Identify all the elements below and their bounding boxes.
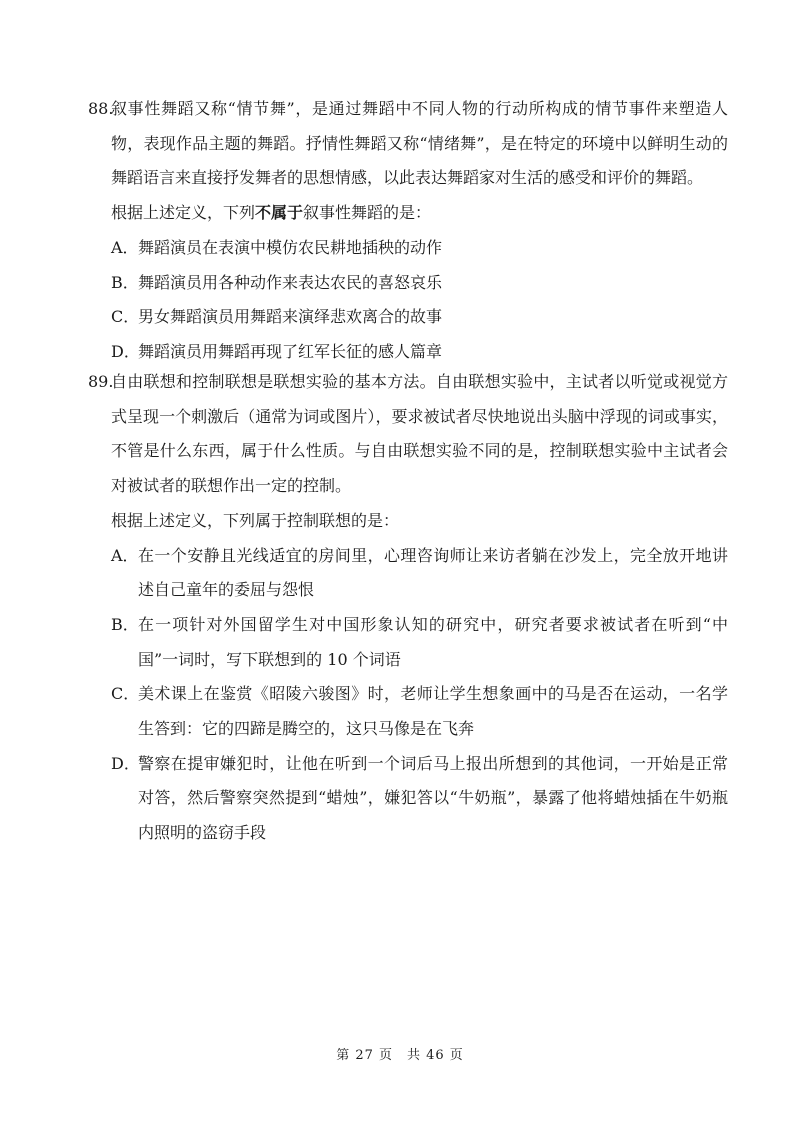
option-text: 舞蹈演员用舞蹈再现了红军长征的感人篇章	[138, 341, 443, 361]
option-text: 在一个安静且光线适宜的房间里，心理咨询师让来访者躺在沙发上，完全放开地讲述自己童年的委屈与怨恨	[138, 545, 728, 600]
option-label: A．	[111, 545, 139, 565]
option-text: 警察在提审嫌犯时，让他在听到一个词后马上报出所想到的其他词，一开始是正常对答，然后警察突然提到“蜡烛”，嫌犯答以“牛奶瓶”，暴露了他将蜡烛插在牛奶瓶内照明的盗窃手段	[138, 753, 728, 843]
option-text: 舞蹈演员用各种动作来表达农民的喜怒哀乐	[138, 272, 443, 292]
page-footer: 第 27 页 共 46 页	[336, 1048, 464, 1063]
prompt-text-end: 叙事性舞蹈的是：	[303, 203, 432, 223]
question-stem: 自由联想和控制联想是联想实验的基本方法。自由联想实验中，主试者以听觉或视觉方式呈现一个刺激后（通常为词或图片），要求被试者尽快地说出头脑中浮现的词或事实，不管是什么东西，属于什么性质。与自由联想实验不同的是，控制联想实验中主试者会对被试者的联想作出一定的控制。	[111, 372, 728, 496]
option-b	[88, 266, 728, 301]
option-text: 男女舞蹈演员用舞蹈来演绎悲欢离合的故事	[138, 307, 443, 327]
option-a	[88, 231, 728, 266]
question-number: 89.	[88, 372, 114, 391]
prompt-emphasis: 不属于	[255, 203, 304, 223]
option-d	[88, 747, 728, 851]
option-label: D．	[111, 753, 140, 773]
option-label: C．	[111, 684, 140, 704]
option-text: 在一项针对外国留学生对中国形象认知的研究中，研究者要求被试者在听到“中国”一词时，写下联想到的 10 个词语	[138, 614, 728, 669]
prompt-text: 根据上述定义，下列	[111, 203, 256, 223]
option-label: A．	[111, 237, 139, 257]
option-label: B．	[111, 272, 139, 292]
option-label: C．	[111, 307, 140, 327]
question-prompt: 根据上述定义，下列属于控制联想的是：	[111, 510, 400, 530]
question-stem: 叙事性舞蹈又称“情节舞”，是通过舞蹈中不同人物的行动所构成的情节事件来塑造人物，表现作品主题的舞蹈。抒情性舞蹈又称“情绪舞”，是在特定的环境中以鲜明生动的舞蹈语言来直接抒发舞者的思想情感，以此表达舞蹈家对生活的感受和评价的舞蹈。	[111, 99, 728, 188]
option-text: 美术课上在鉴赏《昭陵六骏图》时，老师让学生想象画中的马是否在运动，一名学生答到：它的四蹄是腾空的，这只马像是在飞奔	[138, 684, 728, 739]
question-89	[88, 365, 728, 851]
option-a	[88, 539, 728, 608]
option-c	[88, 677, 728, 746]
option-label: D．	[111, 341, 140, 361]
option-text: 舞蹈演员在表演中模仿农民耕地插秧的动作	[138, 237, 443, 257]
option-label: B．	[111, 614, 139, 634]
question-prompt	[88, 196, 728, 231]
option-b	[88, 608, 728, 677]
question-88	[88, 92, 728, 370]
option-c	[88, 300, 728, 335]
question-number: 88.	[88, 99, 114, 118]
